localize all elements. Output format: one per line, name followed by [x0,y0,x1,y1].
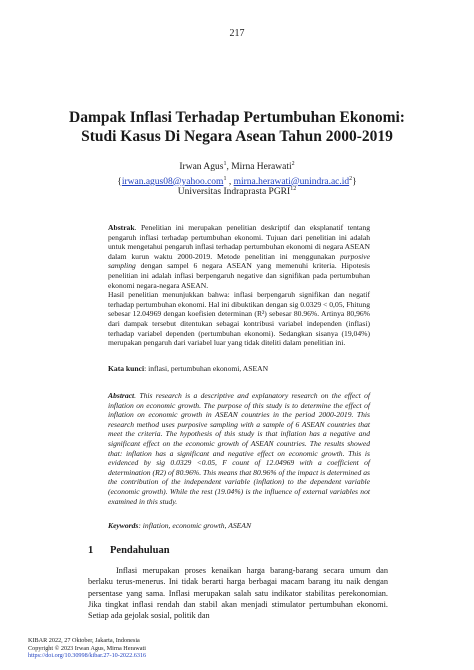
abstract-label: Abstrak [108,223,135,232]
abstract-en-label: Abstract [108,391,135,400]
abstract-text-2: dengan sampel 6 negara ASEAN yang memenuhi kriteria. Hipotesis penelitian ini adalah inflasi berpengaruh negative dan signifikan pada pertumbuhan ekonomi negara-negara ASEAN. [108,261,370,290]
author-2-sup: 2 [291,161,295,167]
author-1-sup: 1 [223,161,227,167]
keywords [108,521,370,531]
authors-block [40,159,434,188]
footer-conference: KIBAR 2022, 27 Oktober, Jakarta, Indonesia [28,637,140,644]
email-separator: , [226,176,234,187]
kata-kunci-label: Kata kunci [108,364,145,373]
title-line-2: Studi Kasus Di Negara Asean Tahun 2000-2019 [81,128,393,145]
title-line-1: Dampak Inflasi Terhadap Pertumbuhan Ekonomi: [69,109,405,126]
abstract-italic: purposive sampling [108,251,370,271]
kata-kunci [108,364,370,374]
body-paragraph: Inflasi merupakan proses kenaikan harga barang-barang secara umum dan berlaku terus-menerus. Ini tidak berarti harga berbagai macam barang itu naik dengan persentase yang sama. Inflasi merupakan salah satu indikator stabilitas perekonomian. Jika tingkat inflasi rendah dan stabil akan menjadi stimulator pertumbuhan ekonomi. Setiap ada gejolak sosial, politik dan [88,566,388,621]
keywords-text: : inflation, economic growth, ASEAN [138,521,252,530]
affiliation-sup: 12 [290,186,297,192]
footer-copyright: Copyright © 2023 Irwan Agus, Mirna Herawati [28,644,146,652]
section-title: Pendahuluan [110,545,170,556]
footer [28,637,328,660]
section-number: 1 [88,545,94,556]
kata-kunci-text: : inflasi, pertumbuhan ekonomi, ASEAN [144,364,269,373]
email-2-sup: 2 [349,175,353,182]
affiliation-name: Universitas Indraprasta PGRI [177,187,291,198]
footer-doi-link[interactable]: https://doi.org/10.30998/kibar.27-10-2022.6316 [28,652,147,660]
abstract-en [108,391,370,506]
author-separator: , [226,162,232,173]
email-close-brace: } [352,176,357,187]
abstract-p1 [108,223,370,290]
abstract-en-text: . This research is a descriptive and explanatory research on the effect of inflation on economic growth. The purpose of this study is to determine the effect of inflation on economic growth in ASEAN countries in the period 2000-2019. This research method uses purposive sampling with a sample of 6 ASEAN countries that meet the criteria. The hypothesis of this study is that inflation has a negative and significant effect on the economic growth of ASEAN countries. The results showed that: inflation has a significant and negative effect on economic growth. This is evidenced by sig 0.0329 <0.05, F count of 12.04969 with a coefficient of determination (R2) of 80.96%. This means that 80.96% of the impact is determined as the contribution of the independent variable (inflation) to the dependent variable (economic growth). While the rest (19.04%) is the influence of external variables not examined in this study. [108,391,370,506]
author-2: Mirna Herawati [231,162,292,173]
author-names [40,159,434,174]
email-link-1[interactable]: irwan.agus08@yahoo.com [121,176,224,187]
page-number: 217 [229,28,245,39]
abstract-p2: Hasil penelitian menunjukkan bahwa: inflasi berpengaruh signifikan dan negatif terhadap pertumbuhan ekonomi. Hal ini dibuktikan dengan sig 0.0329 < 0,05, Fhitung sebesar 12.04969 dengan koefisien determinan (R²) sebesar 80.96%. Artinya 80,96% dari dampak tersebut ditentukan sebagai kontribusi variabel independen (inflasi) terhadap variabel dependen (pertumbuhan ekonomi). Sedangkan sisanya (19,04%) merupakan pengaruh dari variabel luar yang tidak diteliti dalam penelitian ini. [108,290,370,348]
email-link-2[interactable]: mirna.herawati@unindra.ac.id [233,176,350,187]
paper-title [40,108,434,146]
section-heading [88,545,170,556]
abstract-id [108,223,370,348]
email-1-sup: 1 [223,175,227,182]
affiliation [40,186,434,197]
abstract-text-1: . Penelitian ini merupakan penelitian deskriptif dan eksplanatif tentang pengaruh inflasi terhadap pertumbuhan ekonomi. Tujuan dari penelitian ini adalah untuk mengetahui pengaruh inflasi terhadap pertumbuhan ekonomi di negara ASEAN dalam kurun waktu 2000-2019. Metode penelitian ini menggunakan [108,223,370,261]
author-1: Irwan Agus [179,162,224,173]
body-text [88,565,388,621]
keywords-label: Keywords [108,521,139,530]
email-open-brace: { [117,176,122,187]
